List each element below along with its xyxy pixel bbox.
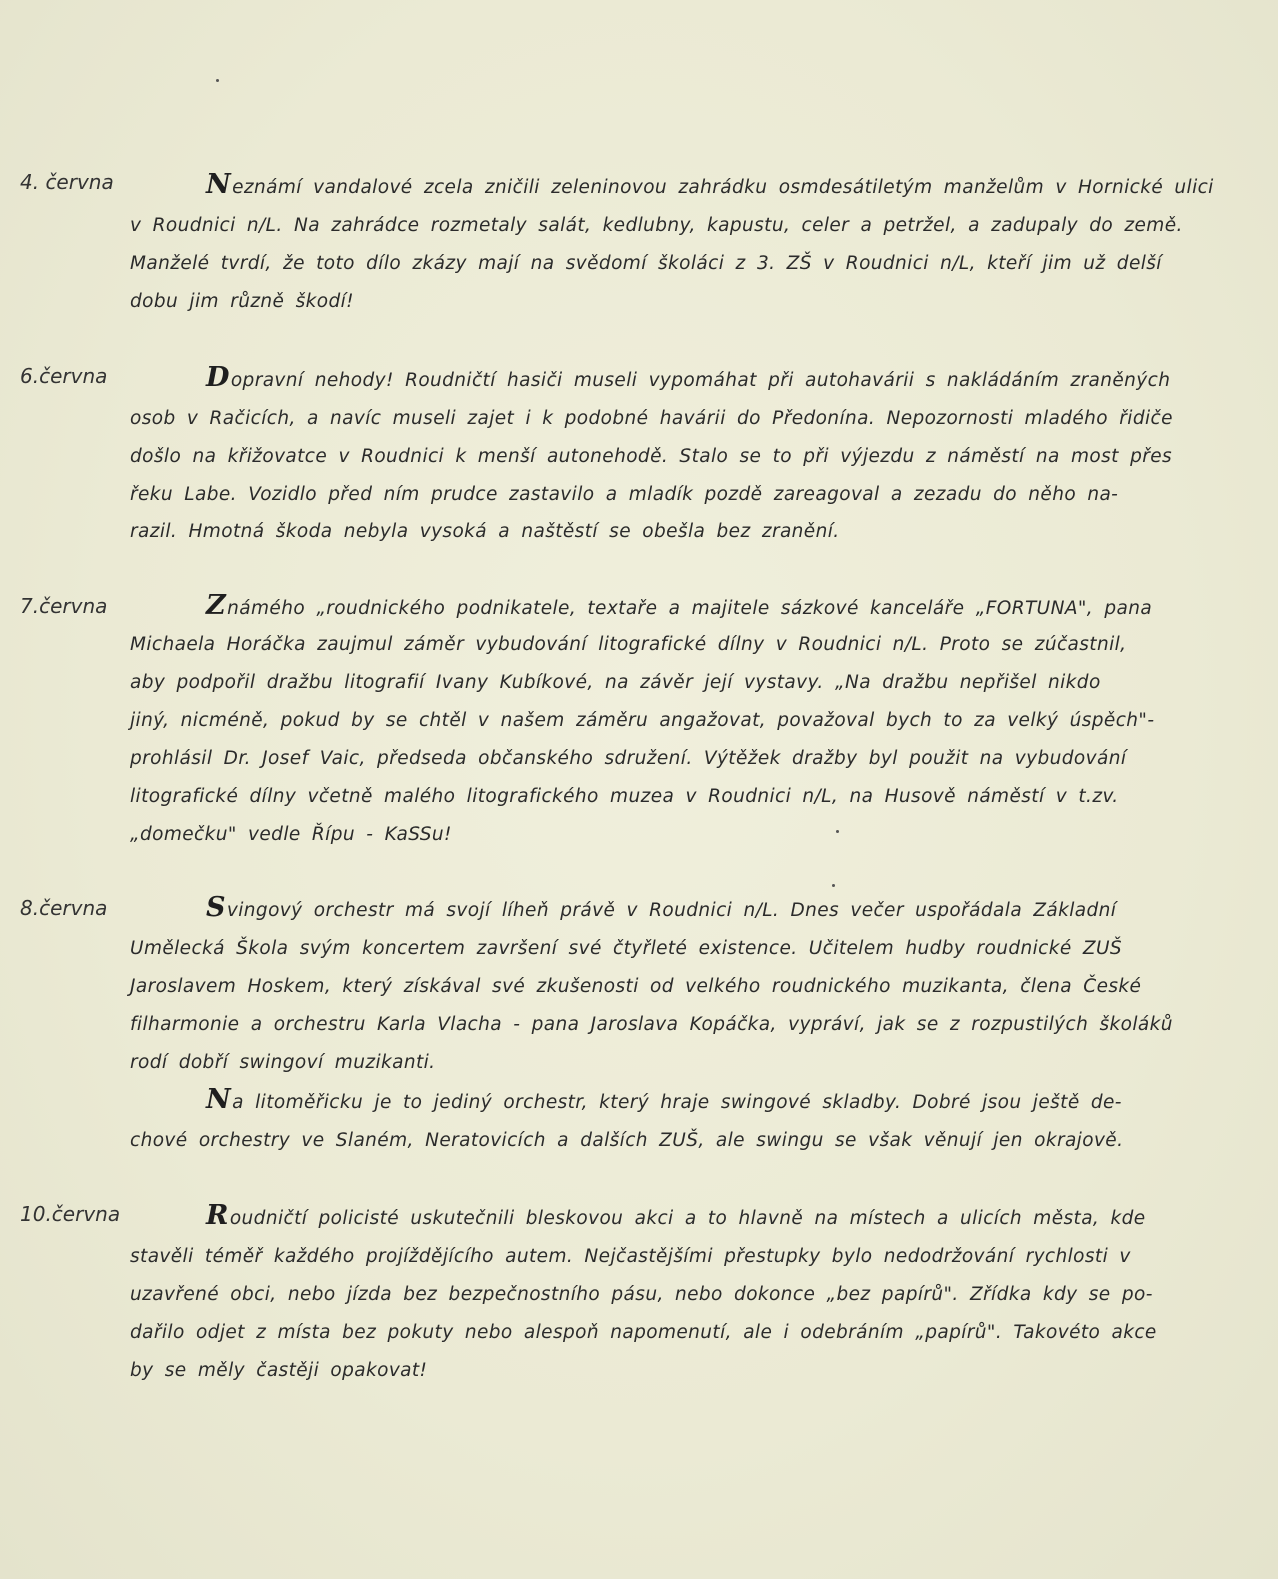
entry-text-line: by se měly častěji opakovat! bbox=[130, 1360, 428, 1381]
entry-date: 8.června bbox=[20, 896, 108, 920]
entry-text-line: osob v Račicích, a navíc museli zajet i k podobné havárii do Předonína. Nepozornosti mladého řidiče bbox=[130, 408, 1173, 429]
entry-text-line: Na litoměřicku je to jediný orchestr, který hraje swingové skladby. Dobré jsou ještě de- bbox=[206, 1084, 1122, 1115]
entry-text-line: dobu jim různě škodí! bbox=[130, 291, 354, 312]
entry-text-line: „domečku" vedle Řípu - KaSSu! bbox=[130, 824, 452, 845]
entry-text-line: aby podpořil dražbu litografií Ivany Kubíkové, na závěr její vystavy. „Na dražbu nepřišel nikdo bbox=[130, 672, 1101, 693]
entry-date: 4. června bbox=[20, 170, 114, 194]
entry-text-line: Jaroslavem Hoskem, který získával své zkušenosti od velkého roudnického muzikanta, člena České bbox=[130, 976, 1142, 997]
entry-text-line: uzavřené obci, nebo jízda bez bezpečnostního pásu, nebo dokonce „bez papírů". Zřídka kdy se po- bbox=[130, 1284, 1153, 1305]
entry-text-line: Roudničtí policisté uskutečnili bleskovou akci a to hlavně na místech a ulicích města, kde bbox=[206, 1200, 1146, 1231]
entry-text-line: Umělecká Škola svým koncertem završení své čtyřleté existence. Učitelem hudby roudnické ZUŠ bbox=[130, 938, 1123, 959]
entry-text-line: Manželé tvrdí, že toto dílo zkázy mají na svědomí školáci z 3. ZŠ v Roudnici n/L, kteří jim už delší bbox=[130, 253, 1162, 274]
drop-initial: D bbox=[206, 362, 230, 393]
ink-speck bbox=[836, 830, 839, 833]
entry-text-line: řeku Labe. Vozidlo před ním prudce zastavilo a mladík pozdě zareagoval a zezadu do něho na- bbox=[130, 484, 1119, 505]
entry-text-line: filharmonie a orchestru Karla Vlacha - pana Jaroslava Kopáčka, vypráví, jak se z rozpustilých školáků bbox=[130, 1014, 1173, 1035]
entry-text-line: litografické dílny včetně malého litografického muzea v Roudnici n/L, na Husově náměstí v t.zv. bbox=[130, 786, 1119, 807]
entry-text-line: Svingový orchestr má svojí líheň právě v Roudnici n/L. Dnes večer uspořádala Základní bbox=[206, 892, 1117, 923]
drop-initial: Z bbox=[206, 590, 227, 621]
ink-speck bbox=[216, 79, 219, 82]
entry-text-line: razil. Hmotná škoda nebyla vysoká a naštěstí se obešla bez zranění. bbox=[130, 521, 840, 542]
drop-initial: N bbox=[206, 169, 232, 200]
entry-text-line: prohlásil Dr. Josef Vaic, předseda občanského sdružení. Výtěžek dražby byl použit na vybudování bbox=[130, 748, 1127, 769]
entry-date: 6.června bbox=[20, 364, 108, 388]
entry-text-line: dařilo odjet z místa bez pokuty nebo alespoň napomenutí, ale i odebráním „papírů". Takovéto akce bbox=[130, 1322, 1157, 1343]
entry-date: 7.června bbox=[20, 594, 108, 618]
entry-date: 10.června bbox=[20, 1202, 121, 1226]
ink-speck bbox=[832, 884, 835, 887]
drop-initial: R bbox=[206, 1200, 229, 1231]
entry-text-line: došlo na křižovatce v Roudnici k menší autonehodě. Stalo se to při výjezdu z náměstí na most přes bbox=[130, 446, 1173, 467]
entry-text-line: stavěli téměř každého projíždějícího autem. Nejčastějšími přestupky bylo nedodržování rychlosti v bbox=[130, 1246, 1131, 1267]
entry-text-line: Dopravní nehody! Roudničtí hasiči museli vypomáhat při autohavárii s nakládáním zraněných bbox=[206, 362, 1171, 393]
entry-text-line: Michaela Horáčka zaujmul záměr vybudování litografické dílny v Roudnici n/L. Proto se zúčastnil, bbox=[130, 634, 1127, 655]
entry-text-line: jiný, nicméně, pokud by se chtěl v našem záměru angažovat, považoval bych to za velký úspěch"- bbox=[130, 710, 1155, 731]
entry-text-line: rodí dobří swingoví muzikanti. bbox=[130, 1052, 436, 1073]
entry-text-line: Známého „roudnického podnikatele, textaře a majitele sázkové kanceláře „FORTUNA", pana bbox=[206, 590, 1153, 621]
entry-text-line: Neznámí vandalové zcela zničili zeleninovou zahrádku osmdesátiletým manželům v Hornické ulici bbox=[206, 169, 1214, 200]
entry-text-line: v Roudnici n/L. Na zahrádce rozmetaly salát, kedlubny, kapustu, celer a petržel, a zadupaly do země. bbox=[130, 215, 1183, 236]
drop-initial: N bbox=[206, 1084, 232, 1115]
drop-initial: S bbox=[206, 892, 226, 923]
entry-text-line: chové orchestry ve Slaném, Neratovicích a dalších ZUŠ, ale swingu se však věnují jen okrajově. bbox=[130, 1130, 1124, 1151]
